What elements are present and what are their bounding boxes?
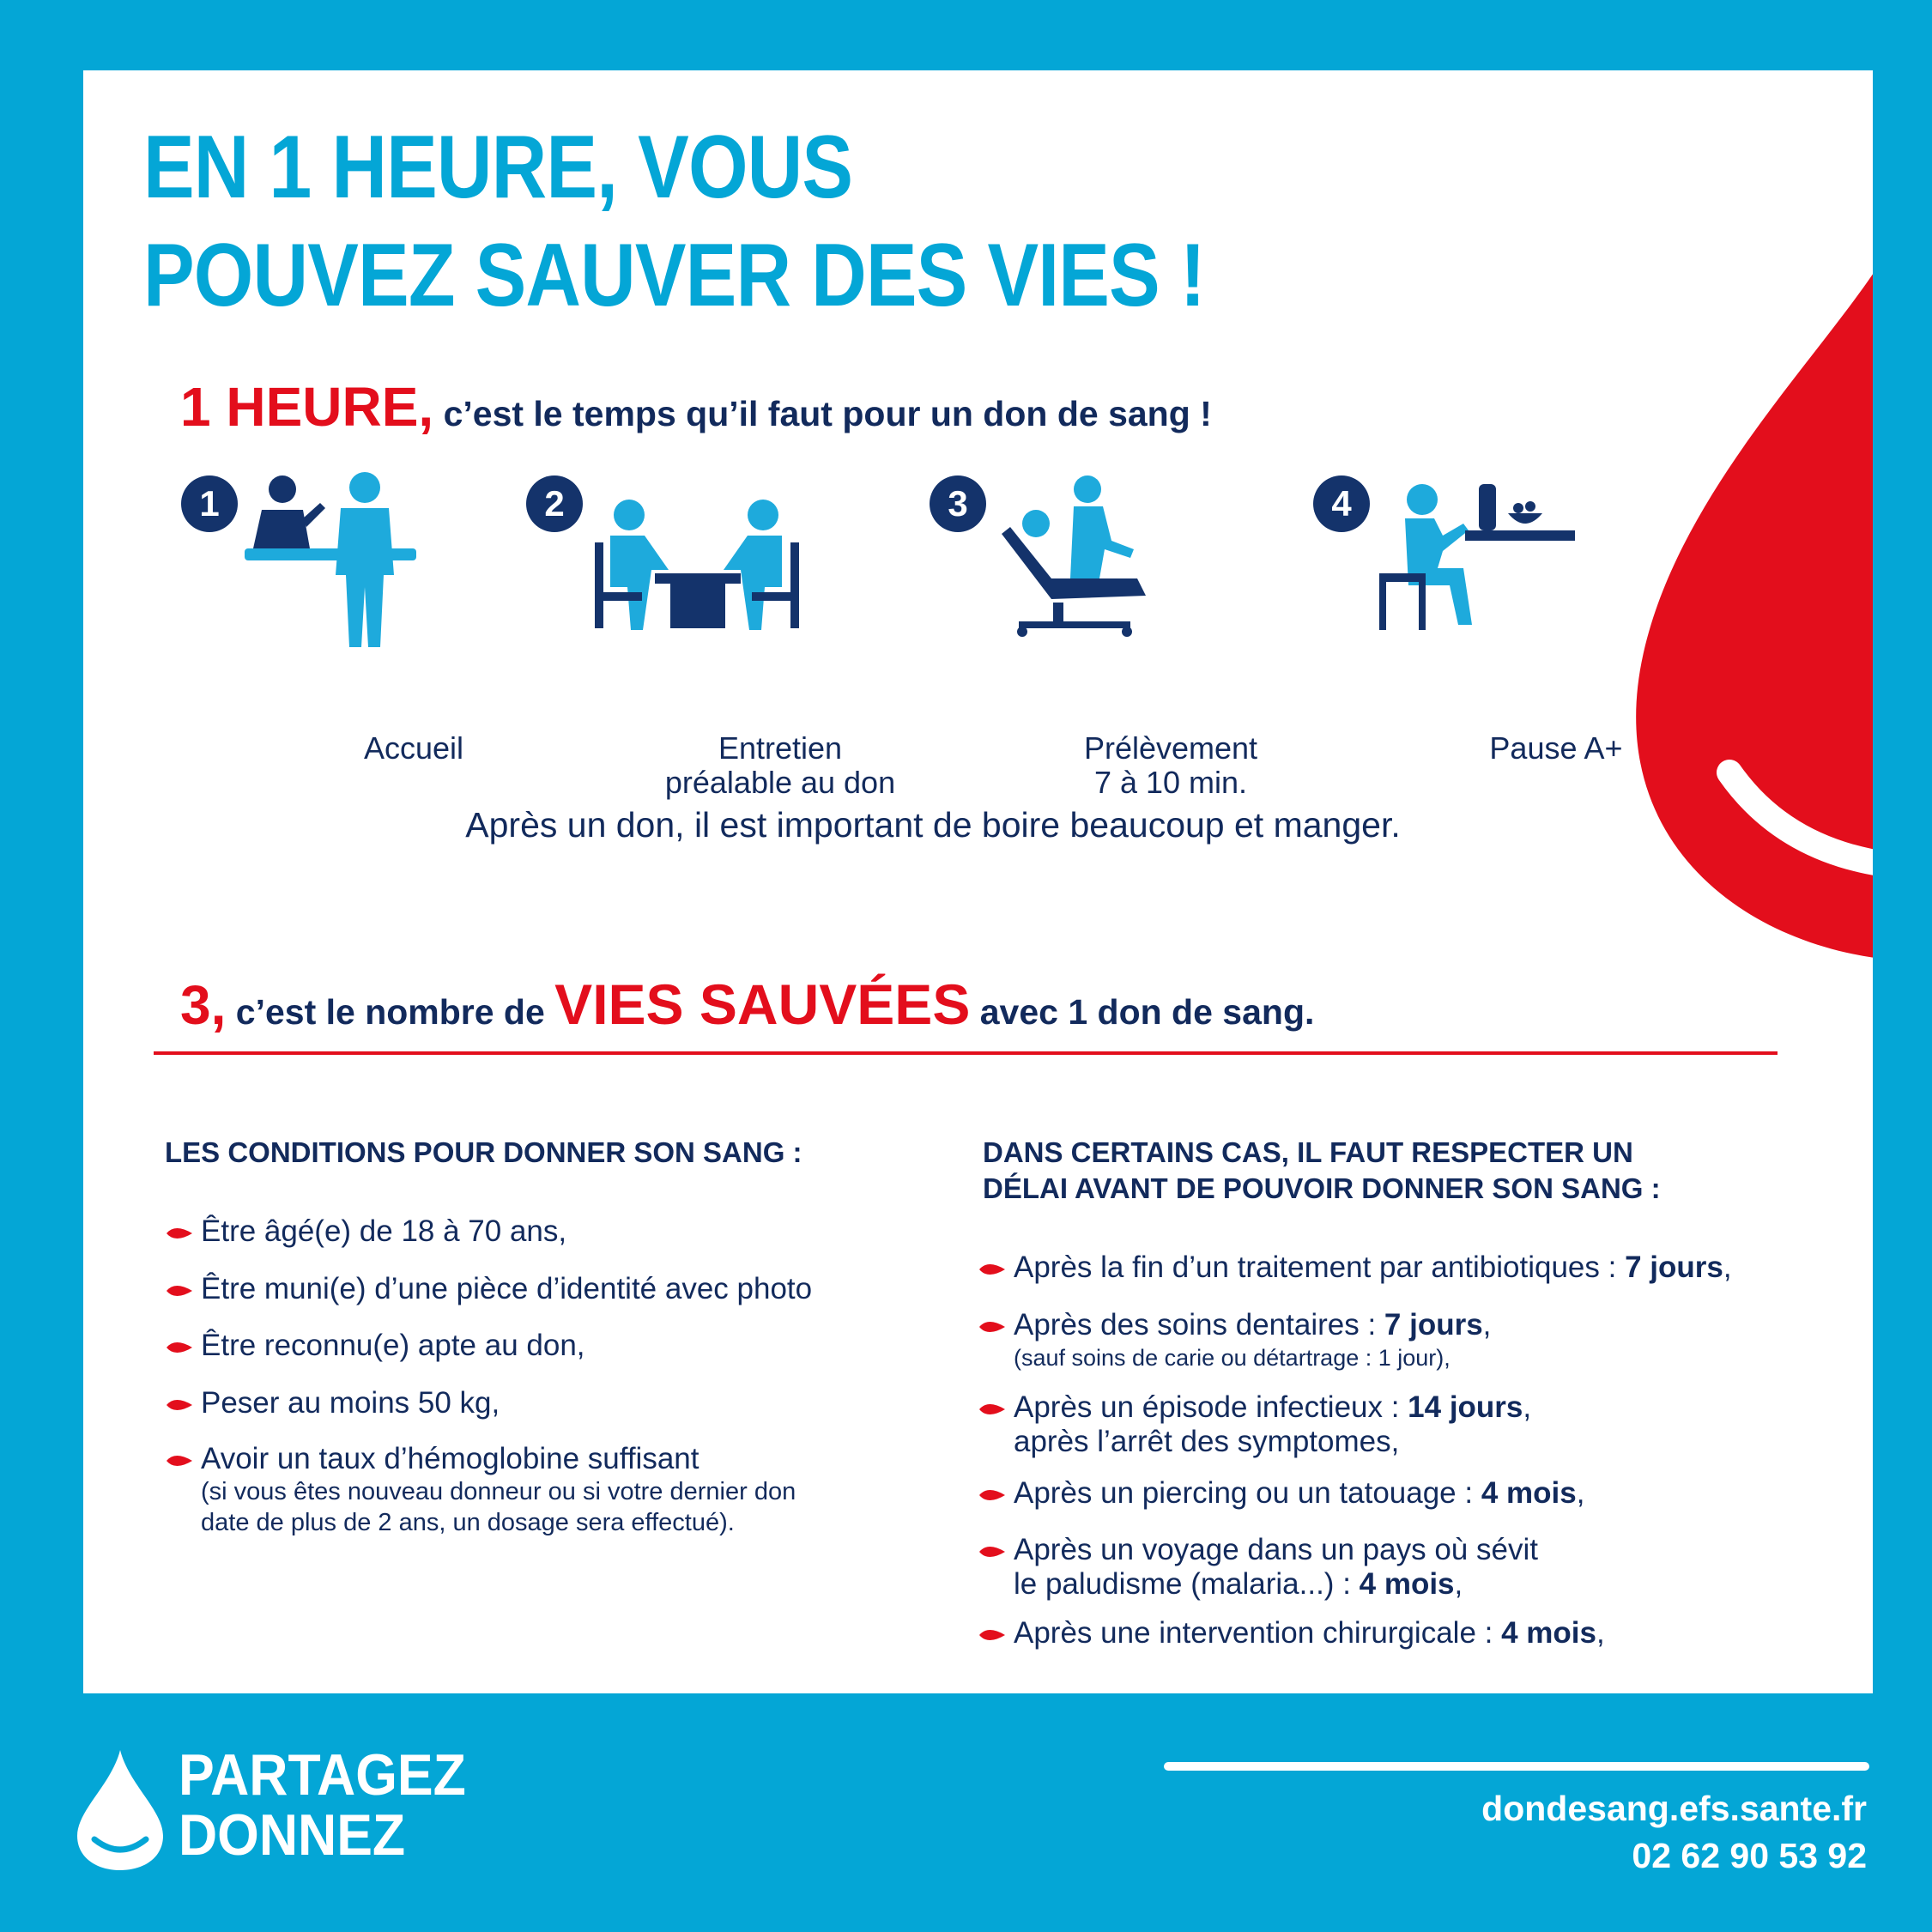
condition-item (201, 1442, 796, 1538)
delay-line-2: après l’arrêt des symptomes, (1014, 1425, 1400, 1458)
lives-saved-headline (180, 972, 1314, 1037)
delay-duration: 7 jours (1384, 1308, 1483, 1341)
delay-end: , (1576, 1476, 1585, 1510)
blood-drop-bullet-icon (979, 1399, 1005, 1420)
page-title (143, 113, 1205, 330)
one-hour-text: c’est le temps qu’il faut pour un don de sang ! (433, 394, 1212, 433)
step-3-label: Prélèvement 7 à 10 min. (1083, 730, 1258, 800)
step-4-number: 4 (1313, 475, 1370, 532)
snack-break-icon (1379, 479, 1577, 633)
condition-text: Avoir un taux d’hémoglobine suffisant (201, 1442, 700, 1475)
info-card (83, 70, 1873, 1693)
delays-title-line-2: DÉLAI AVANT DE POUVOIR DONNER SON SANG : (983, 1172, 1661, 1204)
blood-drop-bullet-icon (167, 1281, 192, 1301)
condition-text: Être muni(e) d’une pièce d’identité avec photo (201, 1272, 813, 1305)
step-3-number: 3 (930, 475, 986, 532)
delay-end: , (1723, 1251, 1732, 1284)
delays-title-line-1: DANS CERTAINS CAS, IL FAUT RESPECTER UN (983, 1136, 1633, 1168)
blood-drop-bullet-icon (979, 1259, 1005, 1280)
condition-text: Peser au moins 50 kg, (201, 1386, 500, 1420)
step-1-label: Accueil (363, 730, 464, 766)
delays-title (983, 1135, 1661, 1207)
condition-item (201, 1329, 585, 1363)
delay-note: (sauf soins de carie ou détartrage : 1 jour), (1014, 1345, 1451, 1371)
delay-duration: 4 mois (1501, 1616, 1596, 1650)
phone-number[interactable]: 02 62 90 53 92 (1632, 1836, 1867, 1875)
logo-drop-icon (77, 1750, 163, 1870)
delay-text: Après un piercing ou un tatouage : (1014, 1476, 1481, 1510)
delay-text: Après des soins dentaires : (1014, 1308, 1384, 1341)
step-4-label: Pause A+ (1489, 730, 1623, 766)
delay-item (1014, 1251, 1732, 1285)
blood-drop-bullet-icon (979, 1317, 1005, 1337)
delay-item (1014, 1533, 1538, 1602)
title-line-1: EN 1 HEURE, VOUS (143, 118, 853, 217)
condition-note: (si vous êtes nouveau donneur ou si votre dernier don (201, 1478, 796, 1505)
condition-item (201, 1272, 812, 1306)
delay-end: , (1454, 1567, 1463, 1601)
reception-icon (245, 467, 468, 647)
footer-contact (1481, 1785, 1867, 1880)
delay-item (1014, 1616, 1605, 1650)
logo-line-1: PARTAGEZ (179, 1742, 466, 1808)
website-link[interactable]: dondesang.efs.sante.fr (1481, 1789, 1867, 1828)
delay-duration: 7 jours (1625, 1251, 1723, 1284)
step-2-label: Entretien préalable au don (664, 730, 896, 800)
section-divider (154, 1051, 1778, 1055)
condition-text: Être âgé(e) de 18 à 70 ans, (201, 1214, 567, 1248)
delay-duration: 14 jours (1408, 1390, 1523, 1424)
blood-drop-bullet-icon (979, 1541, 1005, 1562)
condition-text: Être reconnu(e) apte au don, (201, 1329, 585, 1362)
delay-duration: 4 mois (1481, 1476, 1577, 1510)
delay-text: Après un épisode infectieux : (1014, 1390, 1408, 1424)
condition-item (201, 1386, 500, 1420)
logo-line-2: DONNEZ (179, 1802, 406, 1868)
lives-count: 3, (180, 974, 227, 1036)
delay-item (1014, 1308, 1491, 1373)
delay-text: Après la fin d’un traitement par antibiotiques : (1014, 1251, 1626, 1284)
one-hour-label: 1 HEURE, (180, 376, 434, 438)
blood-drop-icon (1618, 206, 1873, 961)
step-1-number: 1 (181, 475, 238, 532)
blood-drop-bullet-icon (167, 1395, 192, 1415)
logo-text (179, 1742, 466, 1868)
delay-duration: 4 mois (1359, 1567, 1455, 1601)
blood-drop-bullet-icon (979, 1485, 1005, 1505)
blood-drop-bullet-icon (167, 1223, 192, 1244)
step-2-number: 2 (526, 475, 583, 532)
blood-drop-bullet-icon (979, 1625, 1005, 1645)
one-hour-headline (180, 375, 1212, 439)
after-donation-note: Après un don, il est important de boire beaucoup et manger. (465, 805, 1401, 845)
blood-drop-bullet-icon (167, 1337, 192, 1358)
title-line-2: POUVEZ SAUVER DES VIES ! (143, 226, 1205, 325)
blood-draw-icon (1002, 474, 1173, 637)
delay-end: , (1482, 1308, 1492, 1341)
lives-text-post: avec 1 don de sang. (970, 992, 1315, 1032)
interview-icon (595, 498, 801, 635)
conditions-title: LES CONDITIONS POUR DONNER SON SANG : (165, 1136, 802, 1168)
delay-end: , (1596, 1616, 1605, 1650)
delay-item (1014, 1476, 1584, 1511)
delay-text: Après un voyage dans un pays où sévit (1014, 1533, 1538, 1566)
delay-end: , (1523, 1390, 1532, 1424)
condition-note: date de plus de 2 ans, un dosage sera effectué). (201, 1509, 735, 1536)
lives-text-pre: c’est le nombre de (226, 992, 555, 1032)
delay-text: Après une intervention chirurgicale : (1014, 1616, 1502, 1650)
delay-line-2: le paludisme (malaria...) : (1014, 1567, 1360, 1601)
condition-item (201, 1214, 566, 1249)
delay-item (1014, 1390, 1531, 1459)
blood-drop-bullet-icon (167, 1451, 192, 1471)
footer-divider (1164, 1762, 1869, 1771)
lives-saved-label: VIES SAUVÉES (554, 972, 971, 1036)
